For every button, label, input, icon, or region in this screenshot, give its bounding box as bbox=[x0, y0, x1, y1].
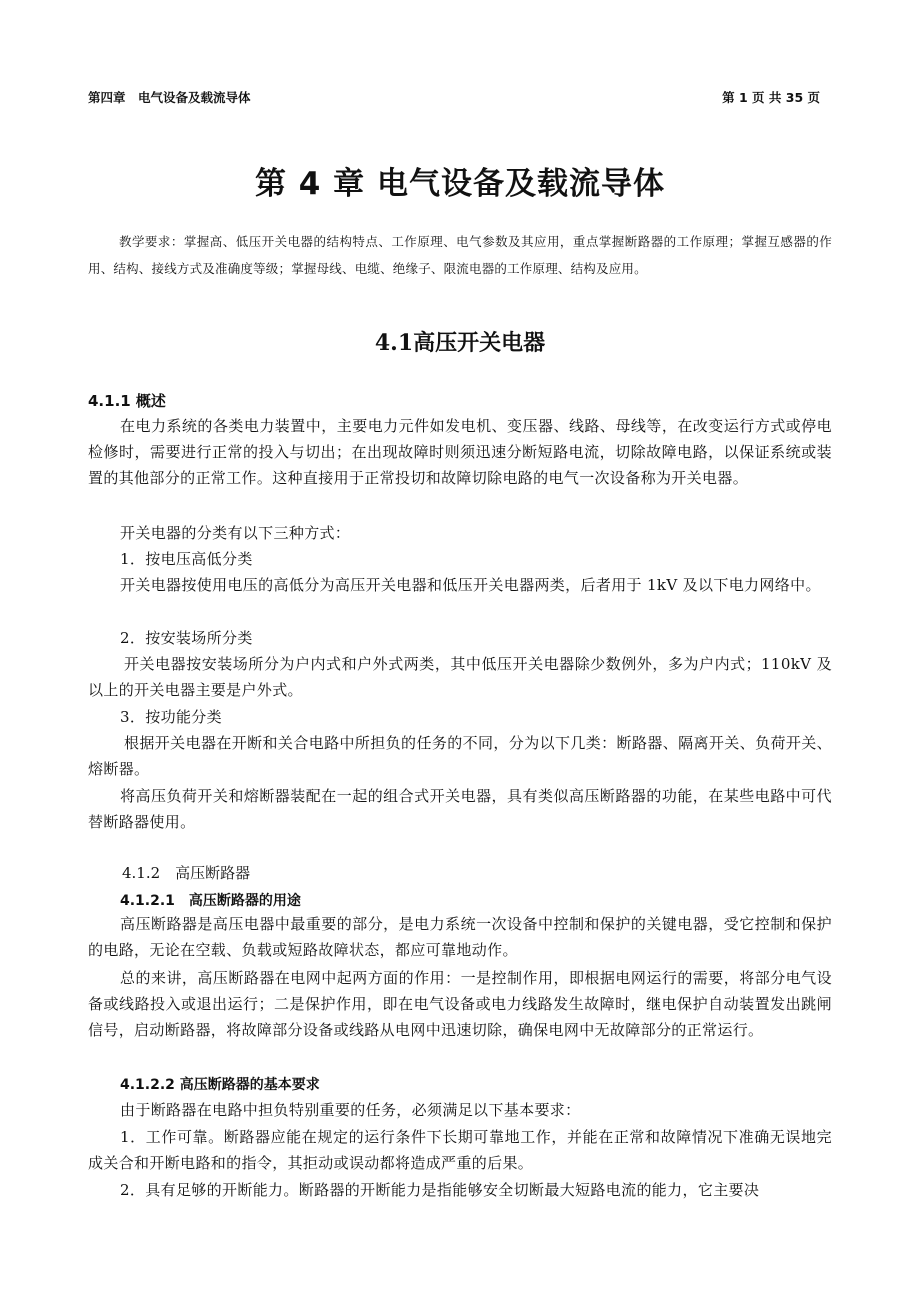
subsection-heading-hv-breaker: 4.1.2 高压断路器 bbox=[122, 864, 251, 882]
subsection-heading-overview: 4.1.1 概述 bbox=[88, 392, 166, 410]
running-header-page-info: 第 1 页 共 35 页 bbox=[722, 90, 820, 105]
requirement-item-reliability: 1．工作可靠。断路器应能在规定的运行条件下长期可靠地工作，并能在正常和故障情况下准确无误地完成关合和开断电路和的指令，其拒动或误动都将造成严重的后果。 bbox=[88, 1128, 832, 1172]
paragraph-breaker-purpose: 高压断路器是高压电器中最重要的部分，是电力系统一次设备中控制和保护的关键电器，受它控制和保护的电路，无论在空载、负载或短路故障状态，都应可靠地动作。 bbox=[88, 915, 832, 959]
requirement-item-breaking-capacity: 2．具有足够的开断能力。断路器的开断能力是指能够安全切断最大短路电流的能力，它主要决 bbox=[120, 1181, 760, 1199]
subsubsection-heading-purpose: 4.1.2.1 高压断路器的用途 bbox=[120, 893, 301, 909]
classification-text-voltage: 开关电器按使用电压的高低分为高压开关电器和低压开关电器两类，后者用于 1kV 及以下电力网络中。 bbox=[120, 576, 821, 594]
paragraph-breaker-functions: 总的来讲，高压断路器在电网中起两方面的作用：一是控制作用，即根据电网运行的需要，将部分电气设备或线路投入或退出运行；二是保护作用，即在电气设备或电力线路发生故障时，继电保护自动装置发出跳闸信号，启动断路器，将故障部分设备或线路从电网中迅速切除，确保电网中无故障部分的正常运行。 bbox=[88, 969, 832, 1039]
paragraph-classification-intro: 开关电器的分类有以下三种方式： bbox=[120, 524, 351, 542]
paragraph-overview: 在电力系统的各类电力装置中，主要电力元件如发电机、变压器、线路、母线等，在改变运行方式或停电检修时，需要进行正常的投入与切出；在出现故障时则须迅速分断短路电流，切除故障电路，以保证系统或装置的其他部分的正常工作。这种直接用于正常投切和故障切除电路的电气一次设备称为开关电器。 bbox=[88, 417, 832, 487]
paragraph-combined-switch: 将高压负荷开关和熔断器装配在一起的组合式开关电器，具有类似高压断路器的功能，在某些电路中可代替断路器使用。 bbox=[88, 787, 832, 831]
classification-title-function: 3．按功能分类 bbox=[120, 708, 222, 726]
subsubsection-heading-requirements: 4.1.2.2 高压断路器的基本要求 bbox=[120, 1077, 320, 1093]
classification-text-location: 开关电器按安装场所分为户内式和户外式两类，其中低压开关电器除少数例外，多为户内式；110kV 及以上的开关电器主要是户外式。 bbox=[88, 655, 832, 699]
paragraph-requirements-intro: 由于断路器在电路中担负特别重要的任务，必须满足以下基本要求： bbox=[120, 1101, 581, 1119]
classification-title-voltage: 1．按电压高低分类 bbox=[120, 550, 253, 568]
chapter-title: 第 4 章 电气设备及载流导体 bbox=[255, 166, 665, 202]
classification-text-function: 根据开关电器在开断和关合电路中所担负的任务的不同，分为以下几类：断路器、隔离开关、负荷开关、熔断器。 bbox=[88, 734, 832, 778]
classification-title-location: 2．按安装场所分类 bbox=[120, 629, 253, 647]
running-header-chapter: 第四章 电气设备及载流导体 bbox=[88, 90, 251, 105]
teaching-requirements: 教学要求：掌握高、低压开关电器的结构特点、工作原理、电气参数及其应用，重点掌握断路器的工作原理；掌握互感器的作用、结构、接线方式及准确度等级；掌握母线、电缆、绝缘子、限流电器的工作原理、结构及应用。 bbox=[88, 234, 832, 276]
section-title: 4.1高压开关电器 bbox=[374, 330, 546, 356]
